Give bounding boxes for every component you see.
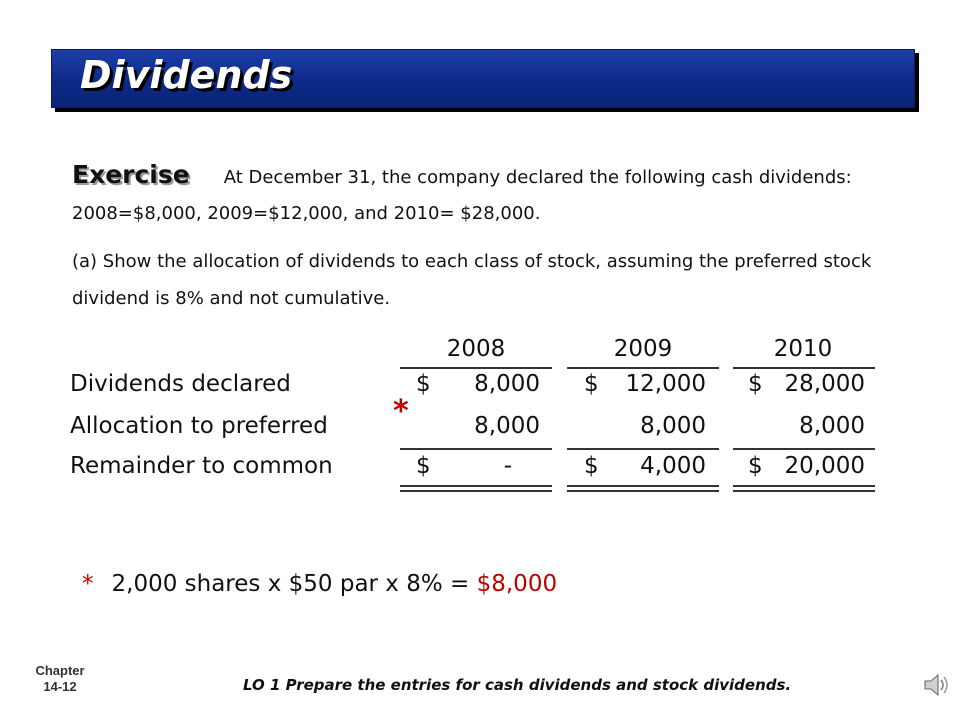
- speaker-icon[interactable]: [921, 670, 951, 700]
- row-label-declared: Dividends declared: [70, 371, 291, 397]
- learning-objective: LO 1 Prepare the entries for cash dividends and stock dividends.: [243, 676, 792, 694]
- cell-value: 8,000: [474, 413, 540, 439]
- cell-value: 8,000: [474, 371, 540, 397]
- cell-currency: $: [584, 371, 599, 397]
- cell-value: -: [503, 453, 512, 479]
- chapter-label: [28, 663, 92, 695]
- cell-value: 8,000: [640, 413, 706, 439]
- total-double-rule: [567, 485, 719, 492]
- total-double-rule: [733, 485, 875, 492]
- row-label-common: Remainder to common: [70, 453, 333, 479]
- footnote: [82, 571, 557, 597]
- footnote-asterisk: *: [82, 571, 94, 597]
- cell-currency: $: [584, 453, 599, 479]
- intro-text: At December 31, the company declared the following cash dividends: 2008=$8,000, 2009=$12,000, and 2010= $28,000.: [72, 167, 852, 224]
- chapter-line: Chapter: [35, 663, 85, 678]
- cell-value: 28,000: [784, 371, 865, 397]
- subtotal-rule: [733, 448, 875, 450]
- cell-value: 4,000: [640, 453, 706, 479]
- exercise-label: Exercise: [72, 160, 190, 189]
- chapter-number: 14-12: [43, 679, 77, 694]
- preferred-asterisk: *: [393, 394, 409, 429]
- header-rule: [400, 367, 552, 369]
- question-text: (a) Show the allocation of dividends to each class of stock, assuming the preferred stock dividend is 8% and not cumulative.: [72, 251, 872, 309]
- cell-value: 12,000: [625, 371, 706, 397]
- year-header-2008: 2008: [446, 336, 506, 362]
- exercise-intro: [72, 157, 872, 232]
- title-banner: [51, 49, 915, 108]
- footnote-amount: $8,000: [476, 571, 558, 597]
- cell-currency: $: [748, 453, 763, 479]
- subtotal-rule: [400, 448, 552, 450]
- cell-currency: $: [416, 453, 431, 479]
- header-rule: [733, 367, 875, 369]
- slide-title: Dividends: [80, 53, 293, 97]
- cell-currency: $: [416, 371, 431, 397]
- year-header-2009: 2009: [613, 336, 673, 362]
- year-header-2010: 2010: [773, 336, 833, 362]
- cell-value: 20,000: [784, 453, 865, 479]
- header-rule: [567, 367, 719, 369]
- subtotal-rule: [567, 448, 719, 450]
- cell-value: 8,000: [799, 413, 865, 439]
- footnote-text: 2,000 shares x $50 par x 8% =: [111, 571, 477, 597]
- total-double-rule: [400, 485, 552, 492]
- row-label-preferred: Allocation to preferred: [70, 413, 328, 439]
- cell-currency: $: [748, 371, 763, 397]
